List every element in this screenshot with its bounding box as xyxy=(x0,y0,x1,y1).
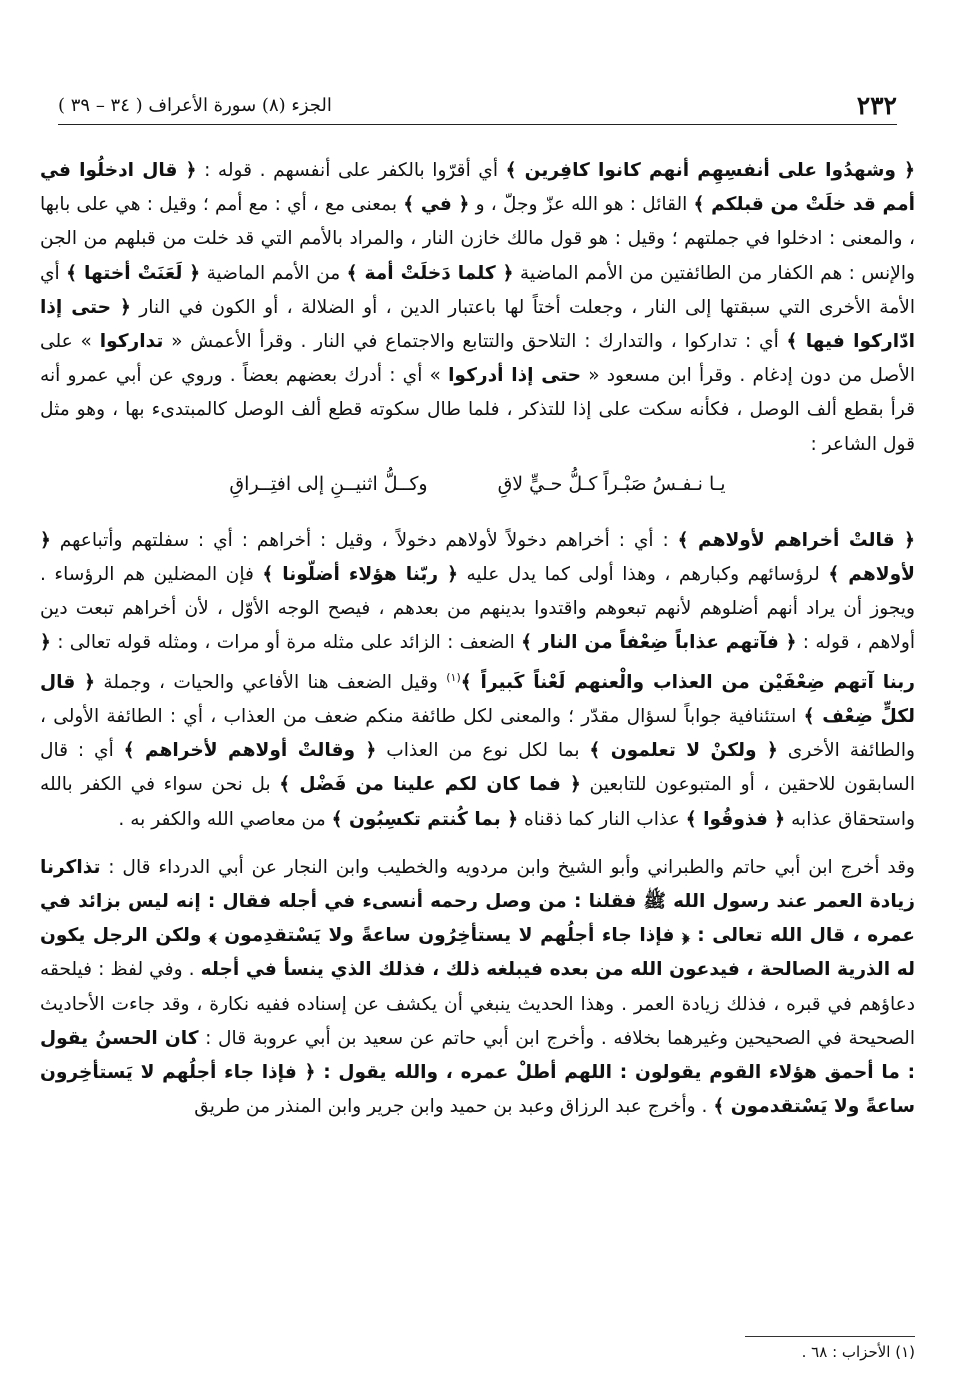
quran-quote: ﴿ في ﴾ xyxy=(403,194,470,216)
commentary-text: عذاب النار كما ذقناه xyxy=(518,808,686,830)
quran-quote: ﴿ لأولاهم ﴾ xyxy=(40,529,915,586)
verse-hemistich-1: يـا نـفـسُ صَبْـراً كـلُّ حـيٍّ لاقِ xyxy=(497,472,726,495)
commentary-text: وقد أخرج ابن أبي حاتم والطبراني وأبو الشيخ وابن مردويه والخطيب وابن النجار عن أبي الدرداء قال : xyxy=(100,856,915,878)
quran-quote: ﴿ ولكنْ لا تعلمون ﴾ xyxy=(589,740,778,762)
commentary-text: أي : تداركوا ، والتدارك : التلاحق والتتابع والاجتماع في النار . وقرأ الأعمش « xyxy=(163,331,787,353)
quran-quote: ﴿ ربّنا هؤلاء أضلّونا ﴾ xyxy=(262,564,458,586)
commentary-text: : أي : أخراهم دخولاً لأولاهم دخولاً ، وقيل : أخراهم : أي : سفلتهم وأتباعهم xyxy=(50,529,678,551)
commentary-text: » على الأصل من دون إدغام . وقرأ ابن مسعود « xyxy=(40,331,915,387)
quran-quote: ﴿ وقالتْ أولاهم لأخراهم ﴾ xyxy=(123,740,377,762)
quran-quote: ﴿ فما كان لكم علينا من فَضْل ﴾ xyxy=(279,774,581,796)
page-number: ٢٣٢ xyxy=(856,90,897,120)
quran-quote: ﴿ قال ادخلُوا في أمم قد خلَتْ من قبلكم ﴾ xyxy=(40,160,916,216)
quran-quote: ﴿ لَعَنَتْ أختها ﴾ xyxy=(66,262,201,284)
commentary-text: بل نحن سواء في الكفر بالله واستحقاق عذابه xyxy=(40,774,915,830)
paragraph-commentary-1 xyxy=(40,154,915,462)
commentary-text: الضعف : الزائد على مثله مرة أو مرات ، ومثله قوله تعالى : xyxy=(50,632,522,654)
commentary-text: » أي : أدرك بعضهم بعضاً . وروي عن أبي عمرو أنه قرأ بقطع ألف الوصل ، فكأنه سكت على إذا للتذكر ، فلما طال سكوته قطع ألف الوصل كالمبتدىء بها ، وهو مثل قول الشاعر : xyxy=(40,365,915,455)
commentary-text: من معاصي الله والكفر به . xyxy=(118,808,332,830)
quran-quote: ﴿ فإذا جاء أجلُهم لا يَستأخِرون ساعةً ولا يَسْتقدمون ﴾ xyxy=(40,1062,915,1118)
verse-hemistich-2: وكــلُّ اثنيــنِ إلى افتِــراقِ xyxy=(229,472,428,495)
quran-quote: ﴿ ربنا آتهم ضِعْفَيْن من العذاب والْعنهم لَعْناً كَبيراً ﴾ xyxy=(40,632,915,693)
hadith-text: تذاكرنا زيادة العمر عند رسول الله ﷺ فقلنا : من وصل رحمه أنسىء في أجله فقال : إنه ليس بزائد في عمره ، قال الله تعالى : xyxy=(40,856,915,947)
commentary-text: فإن المضلين هم الرؤساء . ويجوز أن يراد أنهم أضلوهم لأنهم تبعوهم واقتدوا بدينهم من بعدهم ، فيصح الوجه الأوّل ، لأن أخراهم تبعت دين أولاهم ، قوله : xyxy=(40,564,916,654)
hadith-text: كان الحسنُ يقول : ما أحمق هؤلاء القوم يقولون : اللهم أطلْ عمره ، والله يقول : xyxy=(40,1027,916,1084)
quran-quote: ﴿ فذوقُوا ﴾ xyxy=(685,808,786,830)
quran-quote: ﴿ فإذا جاء أجلُهم لا يستأخِرُون ساعةً ولا يَسْتقدِمون ﴾ xyxy=(209,925,690,947)
quran-quote: ﴿ قال لكلٍّ ضِعْف ﴾ xyxy=(40,671,915,728)
commentary-text: بما لكل نوع من العذاب xyxy=(376,740,590,762)
quran-quote: ﴿ بما كُنتم تكسِبُون ﴾ xyxy=(331,808,519,830)
footnote: (١) الأحزاب : ٦٨ . xyxy=(801,1343,915,1361)
quran-quote: ﴿ كلما دَخلَتْ أمة ﴾ xyxy=(346,262,514,284)
running-title: الجزء (٨) سورة الأعراف ( ٣٤ – ٣٩ ) xyxy=(58,94,332,116)
commentary-text: . وأخرج عبد الرزاق وعبد بن حميد وابن جرير وابن المنذر من طريق xyxy=(194,1096,714,1118)
commentary-text: القائل : هو الله عزّ وجلّ ، و xyxy=(469,194,694,216)
hadith-text: ولكن الرجل يكون له الذرية الصالحة ، فيدعون الله من بعده فيبلغه ذلك ، فذلك الذي ينسأ في أجله xyxy=(40,925,915,981)
commentary-text: أي أقرّوا بالكفر على أنفسهم . قوله : xyxy=(196,160,506,181)
poetry-verse xyxy=(40,466,915,502)
paragraph-commentary-2 xyxy=(40,524,915,837)
quran-quote: ﴿ فآتهم عذاباً ضِعْفاً من النار ﴾ xyxy=(521,632,797,654)
commentary-text: أي : قال السابقون للاحقين ، أو المتبوعون للتابعين xyxy=(40,740,915,796)
commentary-text: لرؤسائهم وكبارهم ، وهذا أولى كما يدل عليه xyxy=(457,564,829,586)
footnote-divider xyxy=(745,1336,915,1337)
quran-quote: ﴿ حتى إذا ادّاركوا فيها ﴾ xyxy=(40,296,915,353)
commentary-text: أي الأمة الأخرى التي سبقتها إلى النار ، وجعلت أختاً لها باعتبار الدين ، أو الضلالة ، أو الكون في النار xyxy=(40,262,915,318)
commentary-text: . وفي لفظ : فيلحقه دعاؤهم في قبره ، فذلك زيادة العمر . وهذا الحديث ينبغي أن يكشف عن إسناده ففيه نكارة ، وقد جاءت الأحاديث الصحيحة في الصحيحين وغيرهما بخلافه . وأخرج ابن أبي حاتم عن سعيد بن أبي عروبة قال : xyxy=(40,959,915,1049)
quran-quote: ﴿ قالتْ أخراهم لأولاهم ﴾ xyxy=(677,529,915,551)
page-header xyxy=(58,86,897,125)
commentary-text: من الأمم الماضية xyxy=(200,262,347,284)
main-text xyxy=(40,154,915,1124)
commentary-text: بمعنى مع ، أي : مع أمم ؛ وقيل : هي على بابها ، والمعنى : ادخلوا في جملتهم ؛ وقيل : هو قول مالك خازن النار ، والمراد بالأمم التي قد خلت من قبلهم من الجن والإنس : هم الكفار من الطائفتين من الأمم الماضية xyxy=(40,194,915,284)
quran-quote: حتى إذا أدركوا xyxy=(448,365,582,387)
quran-quote: تداركوا xyxy=(99,331,164,353)
footnote-marker: (١) xyxy=(446,670,461,684)
commentary-text: وقيل الضعف هنا الأفاعي والحيات ، وجملة xyxy=(95,671,447,693)
paragraph-hadith-reports xyxy=(40,851,915,1125)
commentary-text: استئنافية جواباً لسؤال مقدّر ؛ والمعنى لكل طائفة منكم ضعف من العذاب ، أي : الطائفة الأولى ، والطائفة الأخرى xyxy=(40,706,915,762)
quran-quote: ﴿ وشهدُوا على أنفسِهِم أنهم كانوا كافِرين ﴾ xyxy=(505,160,915,181)
